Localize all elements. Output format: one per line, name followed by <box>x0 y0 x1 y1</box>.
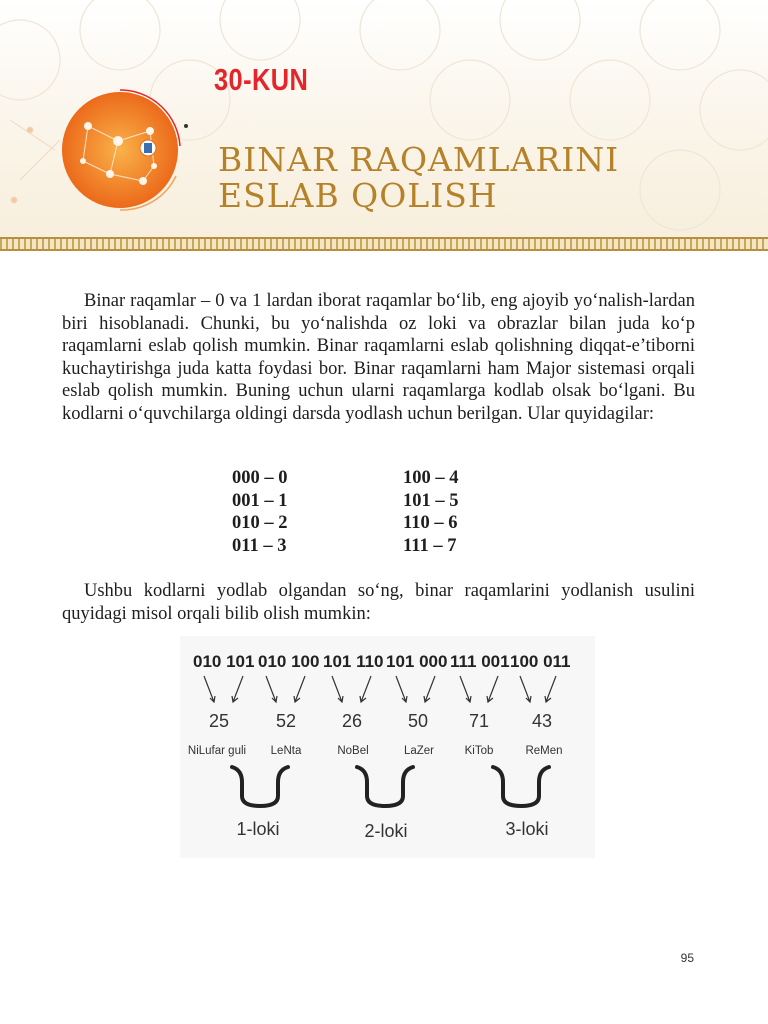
code-row: 000 – 0 <box>232 468 288 488</box>
arrow-down-left-icon <box>487 676 498 702</box>
decoded-number: 71 <box>468 711 490 731</box>
decoded-number: 52 <box>275 711 297 731</box>
locus-bracket-icon <box>232 767 288 806</box>
arrow-down-right-icon <box>396 676 407 702</box>
code-row: 100 – 4 <box>403 468 459 488</box>
code-row: 110 – 6 <box>403 513 458 534</box>
decoded-number: 25 <box>208 711 230 731</box>
image-word: ReMen <box>525 745 563 757</box>
arrow-down-left-icon <box>545 676 556 702</box>
image-word: LeNta <box>270 745 302 757</box>
intro-paragraph-text: Binar raqamlar – 0 va 1 lardan iborat raqamlar bo‘lib, eng ajoyib yo‘nalish-lardan biri hisoblanadi. Chunki, bu yo‘nalishda oz loki va obrazlar bilan juda ko‘p raqamlarni eslab qolish mumkin. Binar raqamlarni eslab qolishning diqqat-e’tiborni kuchaytirishga juda katta foydasi bor. Binar raqamlarni ham Major sistemasi orqali eslab qolish mumkin. Buning uchun ularni raqamlarga kodlab olsak bo‘lgani. Bu kodlarni o‘quvchilarga oldingi darsda yodlash uchun berilgan. Ular quyidagilar: <box>62 291 695 424</box>
image-word: NiLufar guli <box>187 745 247 757</box>
page-title-line-1: BINAR RAQAMLARINI <box>218 140 620 179</box>
locus-label: 3-loki <box>505 819 549 839</box>
code-row: 001 – 1 <box>232 490 288 511</box>
arrow-down-right-icon <box>266 676 277 702</box>
code-row: 011 – 3 <box>232 536 287 557</box>
binary-pair: 010 101 <box>193 652 255 671</box>
arrow-down-right-icon <box>520 676 531 702</box>
locus-bracket-icon <box>493 767 549 806</box>
arrow-down-left-icon <box>360 676 371 702</box>
network-emblem-icon <box>58 86 188 216</box>
binary-pair: 100 011 <box>510 652 571 671</box>
day-label: 30-KUN <box>214 62 309 97</box>
image-word: NoBel <box>337 745 369 757</box>
example-figure <box>180 636 595 858</box>
binary-pair: 101 000 <box>386 652 448 671</box>
arrow-down-right-icon <box>204 676 215 702</box>
code-row: 111 – 7 <box>403 536 457 557</box>
decoded-number: 50 <box>407 711 429 731</box>
codes-right-column <box>403 467 459 558</box>
locus-bracket-icon <box>357 767 413 806</box>
codes-left-column <box>232 467 288 558</box>
example-paragraph-text: Ushbu kodlarni yodlab olgandan so‘ng, binar raqamlarini yodlanish usulini quyidagi misol orqali bilib olish mumkin: <box>62 581 695 624</box>
arrow-down-left-icon <box>232 676 243 702</box>
arrow-down-right-icon <box>332 676 343 702</box>
binary-pair: 111 001 <box>450 652 510 671</box>
arrow-down-right-icon <box>460 676 471 702</box>
ornament-band <box>0 237 768 251</box>
decoded-number: 26 <box>341 711 363 731</box>
code-row: 010 – 2 <box>232 513 288 534</box>
arrows <box>204 676 556 702</box>
page-number: 95 <box>680 951 694 965</box>
arrow-down-left-icon <box>424 676 435 702</box>
code-row: 101 – 5 <box>403 490 459 511</box>
intro-paragraph <box>62 290 695 425</box>
binary-pair: 010 100 <box>258 652 320 671</box>
image-word: KiTob <box>464 745 494 757</box>
arrow-down-left-icon <box>294 676 305 702</box>
decoded-number: 43 <box>531 711 553 731</box>
example-paragraph <box>62 580 695 625</box>
locus-label: 2-loki <box>364 821 408 841</box>
image-word: LaZer <box>403 745 435 757</box>
example-diagram <box>180 636 595 858</box>
page-title-line-2: ESLAB QOLISH <box>218 176 498 215</box>
locus-label: 1-loki <box>236 819 280 839</box>
binary-pair: 101 110 <box>323 652 384 671</box>
